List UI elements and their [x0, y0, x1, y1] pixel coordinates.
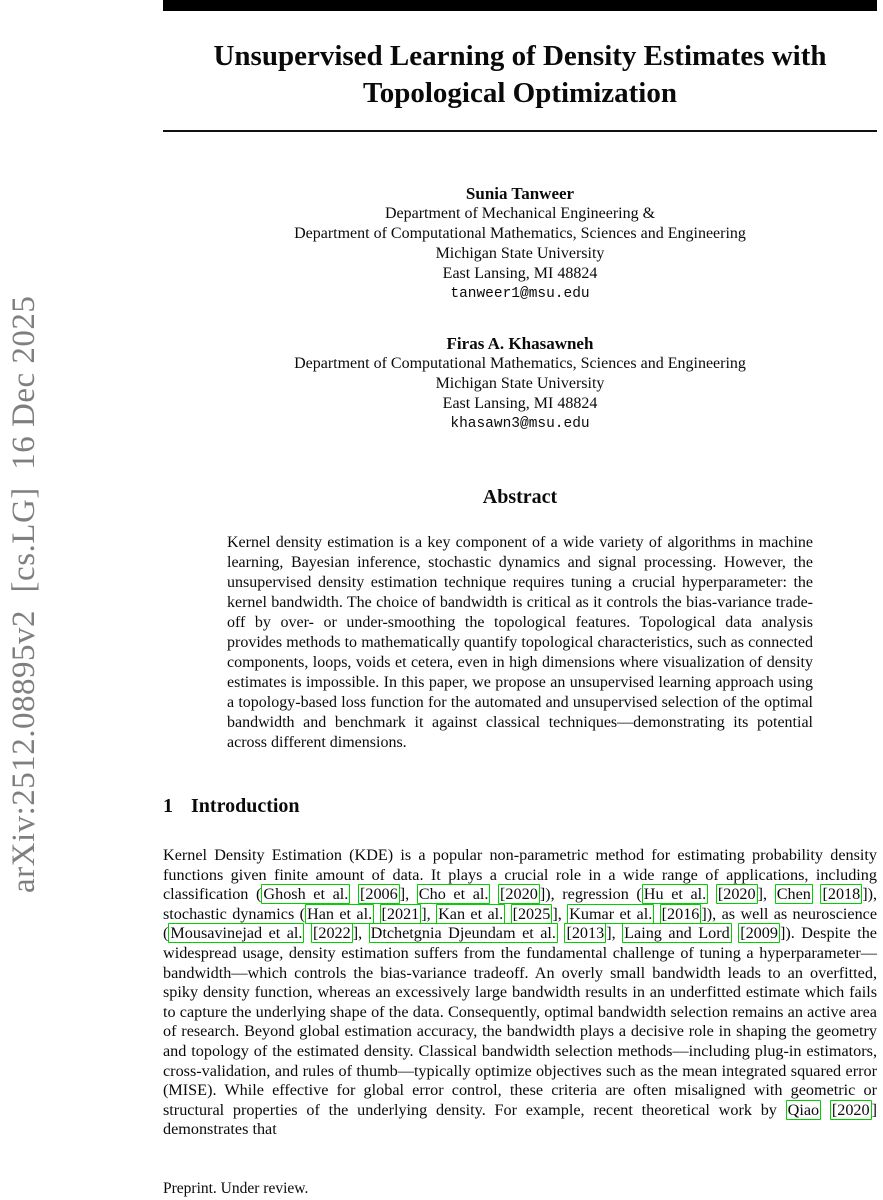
affiliation-line: Michigan State University	[435, 245, 605, 262]
title-rule	[163, 130, 877, 132]
citation-link[interactable]: [2013	[566, 924, 605, 943]
affiliation-line: Department of Mechanical Engineering &	[384, 205, 656, 222]
citation-link[interactable]: Kan et al.	[438, 904, 504, 923]
abstract-heading: Abstract	[482, 486, 558, 508]
affiliation-line: Michigan State University	[435, 375, 605, 392]
citation-link[interactable]: Ghosh et al.	[263, 885, 349, 904]
author-name: Sunia Tanweer	[465, 184, 575, 203]
author-affiliation	[163, 204, 877, 284]
citation-link[interactable]: [2022	[312, 924, 351, 943]
citation-link[interactable]: Hu et al.	[643, 885, 707, 904]
affiliation-line: East Lansing, MI 48824	[442, 395, 598, 412]
citation-link[interactable]: Kumar et al.	[569, 904, 653, 923]
affiliation-line: Department of Computational Mathematics, Sciences and Engineering	[294, 225, 746, 242]
section-title: Introduction	[191, 795, 300, 817]
author-affiliation	[163, 354, 877, 414]
author-name: Firas A. Khasawneh	[446, 334, 594, 353]
footer-preprint-note: Preprint. Under review.	[163, 1180, 309, 1197]
author-email: khasawn3@msu.edu	[450, 416, 590, 432]
intro-paragraph: Kernel Density Estimation (KDE) is a popular non-parametric method for estimating probability density functions given finite amount of data. It plays a crucial role in a wide range of applications, including classification ( Ghosh et al. [2006 ], Cho et al. [2020 ]), regression ( Hu et al. [2020 ], Chen [2018 ]), stochastic dynamics ( Han et al. [2021 ], Kan et al. [2025 ], Kumar et al. [2016 ]), as well as neuroscience ( Mousavinejad et al. [2022 ], Dtchetgnia Djeundam et al. [2013 ], Laing and Lord [2009 ]). Despite the widespread usage, density estimation suffers from the fundamental challenge of tuning a hyperparameter—bandwidth—which controls the bias-variance tradeoff. An overly small bandwidth leads to an overfitted, spiky density function, whereas an excessively large bandwidth results in an underfitted estimate which fails to capture the underlying shape of the data. Consequently, optimal bandwidth selection remains an active area of research. Beyond global estimation accuracy, the bandwidth plays a decisive role in shaping the geometry and topology of the estimated density. Classical bandwidth selection methods—including plug-in estimators, cross-validation, and rules of thumb—typically optimize objectives such as the mean integrated squared error (MISE). While effective for global error control, these criteria are often misaligned with geometric or structural properties of the underlying density. For example, recent theoretical work by Qiao [2020 ] demonstrates that	[163, 846, 878, 1139]
citation-link[interactable]: Dtchetgnia Djeundam et al.	[370, 924, 556, 943]
citation-link[interactable]: [2020	[717, 885, 756, 904]
citation-link[interactable]: [2006	[359, 885, 398, 904]
paper-title: Unsupervised Learning of Density Estimates with Topological Optimization	[213, 40, 827, 109]
citation-link[interactable]: Mousavinejad et al.	[170, 924, 303, 943]
citation-link[interactable]: [2020	[500, 885, 538, 904]
citation-link[interactable]: [2009	[740, 924, 778, 943]
author-block-2	[163, 334, 877, 434]
citation-link[interactable]: Qiao	[787, 1100, 820, 1119]
citation-link[interactable]: Cho et al.	[418, 885, 489, 904]
arxiv-watermark: arXiv:2512.08895v2 [cs.LG] 16 Dec 2025	[6, 295, 42, 893]
citation-link[interactable]: Chen	[776, 885, 811, 904]
paper-content	[163, 0, 877, 1140]
section-heading-introduction	[163, 795, 877, 818]
citation-link[interactable]: [2021	[381, 904, 420, 923]
author-email: tanweer1@msu.edu	[450, 286, 590, 302]
section-number: 1	[163, 795, 173, 817]
affiliation-line: East Lansing, MI 48824	[442, 265, 598, 282]
citation-link[interactable]: Laing and Lord	[624, 924, 730, 943]
citation-link[interactable]: [2025	[512, 904, 551, 923]
citation-link[interactable]: [2018	[822, 885, 861, 904]
author-block-1	[163, 184, 877, 304]
abstract-text: Kernel density estimation is a key component of a wide variety of algorithms in machine learning, Bayesian inference, stochastic dynamics and signal processing. However, the unsupervised density estimation technique requires tuning a crucial hyperparameter: the kernel bandwidth. The choice of bandwidth is critical as it controls the bias-variance trade-off by over- or under-smoothing the topological features. Topological data analysis provides methods to mathematically quantify topological characteristics, such as connected components, loops, voids et cetera, even in high dimensions where visualization of density estimates is impossible. In this paper, we propose an unsupervised learning approach using a topology-based loss function for the automated and unsupervised selection of the optimal bandwidth and benchmark it against classical techniques—demonstrating its potential across different dimensions.	[227, 534, 813, 751]
affiliation-line: Department of Computational Mathematics, Sciences and Engineering	[294, 355, 746, 372]
citation-link[interactable]: [2016	[661, 904, 700, 923]
citation-link[interactable]: [2020	[831, 1100, 870, 1119]
citation-link[interactable]: Han et al.	[307, 904, 373, 923]
